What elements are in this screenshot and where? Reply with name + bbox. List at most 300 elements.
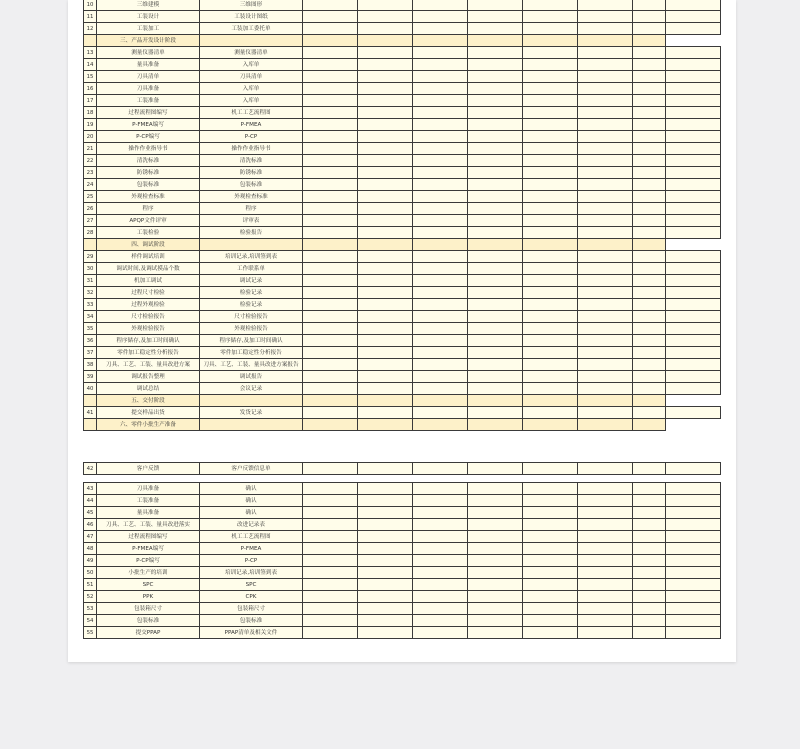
empty-cell	[666, 167, 721, 179]
task-item: 过程流程图编写	[97, 531, 200, 543]
output-document: 防锈标准	[200, 167, 303, 179]
task-item: 提交样品出货	[97, 407, 200, 419]
empty-cell	[633, 419, 666, 431]
empty-cell	[303, 143, 358, 155]
row-number: 28	[84, 227, 97, 239]
empty-cell	[358, 251, 413, 263]
row-number: 10	[84, 0, 97, 11]
task-item: APQP文件评审	[97, 215, 200, 227]
table-row	[84, 323, 721, 335]
empty-cell	[633, 59, 666, 71]
empty-cell	[413, 71, 468, 83]
output-document: 包装标准	[200, 615, 303, 627]
section-number-cell	[84, 35, 97, 47]
empty-cell	[468, 615, 523, 627]
empty-cell	[468, 603, 523, 615]
empty-cell	[413, 11, 468, 23]
output-document: 三维图形	[200, 0, 303, 11]
empty-cell	[666, 275, 721, 287]
task-item: 工装检验	[97, 227, 200, 239]
empty-cell	[468, 463, 523, 475]
empty-cell	[413, 191, 468, 203]
table-row	[84, 531, 721, 543]
empty-cell	[666, 251, 721, 263]
empty-cell	[523, 483, 578, 495]
empty-cell	[303, 215, 358, 227]
empty-cell	[633, 215, 666, 227]
row-number: 12	[84, 23, 97, 35]
empty-cell	[358, 143, 413, 155]
empty-cell	[200, 35, 303, 47]
output-document: 确认	[200, 483, 303, 495]
empty-cell	[468, 203, 523, 215]
empty-cell	[468, 143, 523, 155]
empty-cell	[468, 359, 523, 371]
output-document: 入库单	[200, 95, 303, 107]
row-number: 16	[84, 83, 97, 95]
empty-cell	[413, 335, 468, 347]
empty-cell	[666, 335, 721, 347]
empty-cell	[413, 495, 468, 507]
empty-cell	[666, 155, 721, 167]
empty-cell	[523, 95, 578, 107]
empty-cell	[666, 359, 721, 371]
empty-cell	[413, 263, 468, 275]
empty-cell	[468, 335, 523, 347]
empty-cell	[633, 407, 666, 419]
empty-cell	[633, 275, 666, 287]
empty-cell	[523, 143, 578, 155]
empty-cell	[468, 227, 523, 239]
row-number: 20	[84, 131, 97, 143]
empty-cell	[413, 203, 468, 215]
task-item: 包装标准	[97, 179, 200, 191]
row-number: 47	[84, 531, 97, 543]
row-number: 27	[84, 215, 97, 227]
task-item: 过程流程图编写	[97, 107, 200, 119]
table-row	[84, 107, 721, 119]
table-row	[84, 299, 721, 311]
empty-cell	[633, 543, 666, 555]
empty-cell	[358, 215, 413, 227]
table-row	[84, 167, 721, 179]
row-number: 46	[84, 519, 97, 531]
empty-cell	[468, 239, 523, 251]
empty-cell	[413, 299, 468, 311]
task-item: 过程外观检验	[97, 299, 200, 311]
empty-cell	[358, 191, 413, 203]
empty-cell	[358, 627, 413, 639]
empty-cell	[633, 227, 666, 239]
section-number-cell	[84, 239, 97, 251]
empty-cell	[633, 463, 666, 475]
output-document: PPAP清单及相关文件	[200, 627, 303, 639]
row-number: 39	[84, 371, 97, 383]
empty-cell	[578, 567, 633, 579]
empty-cell	[468, 299, 523, 311]
empty-cell	[358, 263, 413, 275]
empty-cell	[523, 83, 578, 95]
empty-cell	[523, 299, 578, 311]
empty-cell	[303, 59, 358, 71]
empty-cell	[578, 155, 633, 167]
empty-cell	[303, 507, 358, 519]
empty-cell	[666, 23, 721, 35]
table-row	[84, 495, 721, 507]
empty-cell	[413, 371, 468, 383]
empty-cell	[358, 239, 413, 251]
empty-cell	[523, 603, 578, 615]
output-document: CPK	[200, 591, 303, 603]
empty-cell	[633, 35, 666, 47]
task-item: 客户反馈	[97, 463, 200, 475]
empty-cell	[200, 239, 303, 251]
table-row	[84, 359, 721, 371]
table-row	[84, 215, 721, 227]
empty-cell	[633, 239, 666, 251]
row-number: 32	[84, 287, 97, 299]
empty-cell	[523, 179, 578, 191]
empty-cell	[578, 311, 633, 323]
empty-cell	[633, 179, 666, 191]
empty-cell	[303, 203, 358, 215]
empty-cell	[578, 591, 633, 603]
empty-cell	[666, 119, 721, 131]
row-number: 11	[84, 11, 97, 23]
section-number-cell	[84, 419, 97, 431]
empty-cell	[578, 251, 633, 263]
row-number: 37	[84, 347, 97, 359]
task-item: 刀具准备	[97, 83, 200, 95]
output-document: 包装标准	[200, 179, 303, 191]
empty-cell	[523, 463, 578, 475]
empty-cell	[633, 347, 666, 359]
row-number: 48	[84, 543, 97, 555]
empty-cell	[468, 507, 523, 519]
empty-cell	[303, 615, 358, 627]
empty-cell	[578, 47, 633, 59]
empty-cell	[468, 287, 523, 299]
empty-cell	[633, 371, 666, 383]
empty-cell	[303, 627, 358, 639]
empty-cell	[523, 371, 578, 383]
empty-cell	[413, 323, 468, 335]
empty-cell	[666, 603, 721, 615]
empty-cell	[358, 323, 413, 335]
empty-cell	[358, 23, 413, 35]
empty-cell	[523, 615, 578, 627]
empty-cell	[468, 407, 523, 419]
empty-cell	[303, 543, 358, 555]
empty-cell	[578, 119, 633, 131]
empty-cell	[578, 383, 633, 395]
empty-cell	[468, 543, 523, 555]
empty-cell	[578, 0, 633, 11]
empty-cell	[303, 603, 358, 615]
empty-cell	[666, 179, 721, 191]
empty-cell	[303, 107, 358, 119]
row-number: 33	[84, 299, 97, 311]
empty-cell	[358, 59, 413, 71]
empty-cell	[523, 167, 578, 179]
empty-cell	[578, 419, 633, 431]
task-item: P-FMEA编写	[97, 119, 200, 131]
output-document: 刀具、工艺、工装、量具改进方案报告	[200, 359, 303, 371]
empty-cell	[413, 419, 468, 431]
empty-cell	[303, 275, 358, 287]
table-row	[84, 463, 721, 475]
empty-cell	[358, 275, 413, 287]
empty-cell	[358, 179, 413, 191]
table-row	[84, 275, 721, 287]
empty-cell	[633, 495, 666, 507]
output-document: 改进记录表	[200, 519, 303, 531]
empty-cell	[666, 323, 721, 335]
empty-cell	[468, 191, 523, 203]
empty-cell	[303, 483, 358, 495]
table-row	[84, 179, 721, 191]
empty-cell	[413, 507, 468, 519]
section-header-row	[84, 35, 721, 47]
row-number: 54	[84, 615, 97, 627]
section-title: 五、交付阶段	[97, 395, 200, 407]
table-row	[84, 119, 721, 131]
empty-cell	[303, 567, 358, 579]
empty-cell	[523, 579, 578, 591]
empty-cell	[413, 359, 468, 371]
empty-cell	[303, 71, 358, 83]
empty-cell	[523, 335, 578, 347]
empty-cell	[523, 395, 578, 407]
empty-cell	[666, 591, 721, 603]
empty-cell	[578, 603, 633, 615]
empty-cell	[303, 131, 358, 143]
empty-cell	[303, 287, 358, 299]
empty-cell	[413, 627, 468, 639]
empty-cell	[666, 191, 721, 203]
empty-cell	[358, 567, 413, 579]
table-row	[84, 203, 721, 215]
empty-cell	[468, 371, 523, 383]
task-item: 包装标准	[97, 615, 200, 627]
empty-cell	[666, 347, 721, 359]
empty-cell	[666, 0, 721, 11]
empty-cell	[523, 275, 578, 287]
empty-cell	[413, 83, 468, 95]
empty-cell	[468, 59, 523, 71]
empty-cell	[666, 519, 721, 531]
empty-cell	[468, 167, 523, 179]
section-number-cell	[84, 395, 97, 407]
empty-cell	[468, 35, 523, 47]
row-number: 26	[84, 203, 97, 215]
empty-cell	[413, 119, 468, 131]
empty-cell	[578, 179, 633, 191]
empty-cell	[413, 47, 468, 59]
table-row	[84, 143, 721, 155]
empty-cell	[358, 579, 413, 591]
table-row	[84, 603, 721, 615]
empty-cell	[413, 35, 468, 47]
empty-cell	[523, 251, 578, 263]
empty-cell	[413, 143, 468, 155]
empty-cell	[633, 287, 666, 299]
empty-cell	[413, 155, 468, 167]
task-item: P-FMEA编写	[97, 543, 200, 555]
empty-cell	[633, 143, 666, 155]
empty-cell	[633, 167, 666, 179]
output-document: 包装箱尺寸	[200, 603, 303, 615]
task-item: 包装箱尺寸	[97, 603, 200, 615]
empty-cell	[578, 191, 633, 203]
empty-cell	[468, 107, 523, 119]
task-item: 调试总结	[97, 383, 200, 395]
plan-table-production	[83, 482, 721, 639]
empty-cell	[303, 179, 358, 191]
table-row	[84, 11, 721, 23]
output-document: 尺寸检验报告	[200, 311, 303, 323]
empty-cell	[303, 167, 358, 179]
row-number: 23	[84, 167, 97, 179]
empty-cell	[578, 215, 633, 227]
empty-cell	[358, 371, 413, 383]
task-item: 程序	[97, 203, 200, 215]
empty-cell	[633, 107, 666, 119]
row-number: 53	[84, 603, 97, 615]
row-number: 14	[84, 59, 97, 71]
empty-cell	[578, 555, 633, 567]
table-row	[84, 347, 721, 359]
section-title: 六、零件小批生产准备	[97, 419, 200, 431]
task-item: 工装加工	[97, 23, 200, 35]
task-item: SPC	[97, 579, 200, 591]
empty-cell	[666, 287, 721, 299]
empty-cell	[666, 95, 721, 107]
output-document: P-CP	[200, 131, 303, 143]
empty-cell	[413, 407, 468, 419]
empty-cell	[303, 155, 358, 167]
row-number: 51	[84, 579, 97, 591]
task-item: 操作作业指导书	[97, 143, 200, 155]
empty-cell	[358, 419, 413, 431]
empty-cell	[633, 627, 666, 639]
empty-cell	[666, 203, 721, 215]
empty-cell	[666, 555, 721, 567]
empty-cell	[358, 463, 413, 475]
table-row	[84, 627, 721, 639]
empty-cell	[303, 555, 358, 567]
task-item: 刀具、工艺、工装、量具改进落实	[97, 519, 200, 531]
empty-cell	[358, 507, 413, 519]
empty-cell	[523, 239, 578, 251]
task-item: 外观检验报告	[97, 323, 200, 335]
empty-cell	[413, 543, 468, 555]
empty-cell	[578, 531, 633, 543]
output-document: 培训记录,培训签到表	[200, 251, 303, 263]
empty-cell	[666, 263, 721, 275]
empty-cell	[358, 119, 413, 131]
empty-cell	[523, 407, 578, 419]
empty-cell	[358, 407, 413, 419]
output-document: 调试记录	[200, 275, 303, 287]
row-number: 31	[84, 275, 97, 287]
empty-cell	[578, 519, 633, 531]
empty-cell	[358, 167, 413, 179]
row-number: 38	[84, 359, 97, 371]
empty-cell	[413, 251, 468, 263]
empty-cell	[523, 495, 578, 507]
empty-cell	[523, 287, 578, 299]
row-number: 52	[84, 591, 97, 603]
empty-cell	[303, 591, 358, 603]
plan-table-feedback	[83, 462, 721, 475]
empty-cell	[358, 131, 413, 143]
empty-cell	[666, 311, 721, 323]
output-document: 零件加工稳定性分析报告	[200, 347, 303, 359]
empty-cell	[413, 167, 468, 179]
empty-cell	[413, 287, 468, 299]
empty-cell	[413, 603, 468, 615]
empty-cell	[633, 519, 666, 531]
row-number: 30	[84, 263, 97, 275]
empty-cell	[413, 179, 468, 191]
empty-cell	[303, 463, 358, 475]
empty-cell	[358, 227, 413, 239]
empty-cell	[666, 227, 721, 239]
task-item: 量具准备	[97, 507, 200, 519]
empty-cell	[666, 495, 721, 507]
empty-cell	[358, 203, 413, 215]
empty-cell	[666, 507, 721, 519]
empty-cell	[413, 215, 468, 227]
empty-cell	[303, 119, 358, 131]
empty-cell	[578, 407, 633, 419]
empty-cell	[358, 531, 413, 543]
table-row	[84, 383, 721, 395]
empty-cell	[633, 483, 666, 495]
table-row	[84, 591, 721, 603]
empty-cell	[358, 335, 413, 347]
empty-cell	[303, 371, 358, 383]
empty-cell	[523, 71, 578, 83]
empty-cell	[303, 35, 358, 47]
empty-cell	[633, 191, 666, 203]
empty-cell	[523, 191, 578, 203]
empty-cell	[666, 47, 721, 59]
empty-cell	[633, 311, 666, 323]
empty-cell	[413, 531, 468, 543]
empty-cell	[413, 591, 468, 603]
empty-cell	[413, 0, 468, 11]
row-number: 49	[84, 555, 97, 567]
empty-cell	[578, 71, 633, 83]
empty-cell	[523, 35, 578, 47]
empty-cell	[666, 531, 721, 543]
empty-cell	[523, 627, 578, 639]
empty-cell	[303, 0, 358, 11]
empty-cell	[666, 407, 721, 419]
plan-table-main	[83, 0, 721, 431]
empty-cell	[413, 23, 468, 35]
empty-cell	[633, 591, 666, 603]
empty-cell	[578, 95, 633, 107]
task-item: 工装准备	[97, 495, 200, 507]
table-row	[84, 23, 721, 35]
table-row	[84, 483, 721, 495]
empty-cell	[358, 615, 413, 627]
empty-cell	[303, 311, 358, 323]
output-document: 会议记录	[200, 383, 303, 395]
